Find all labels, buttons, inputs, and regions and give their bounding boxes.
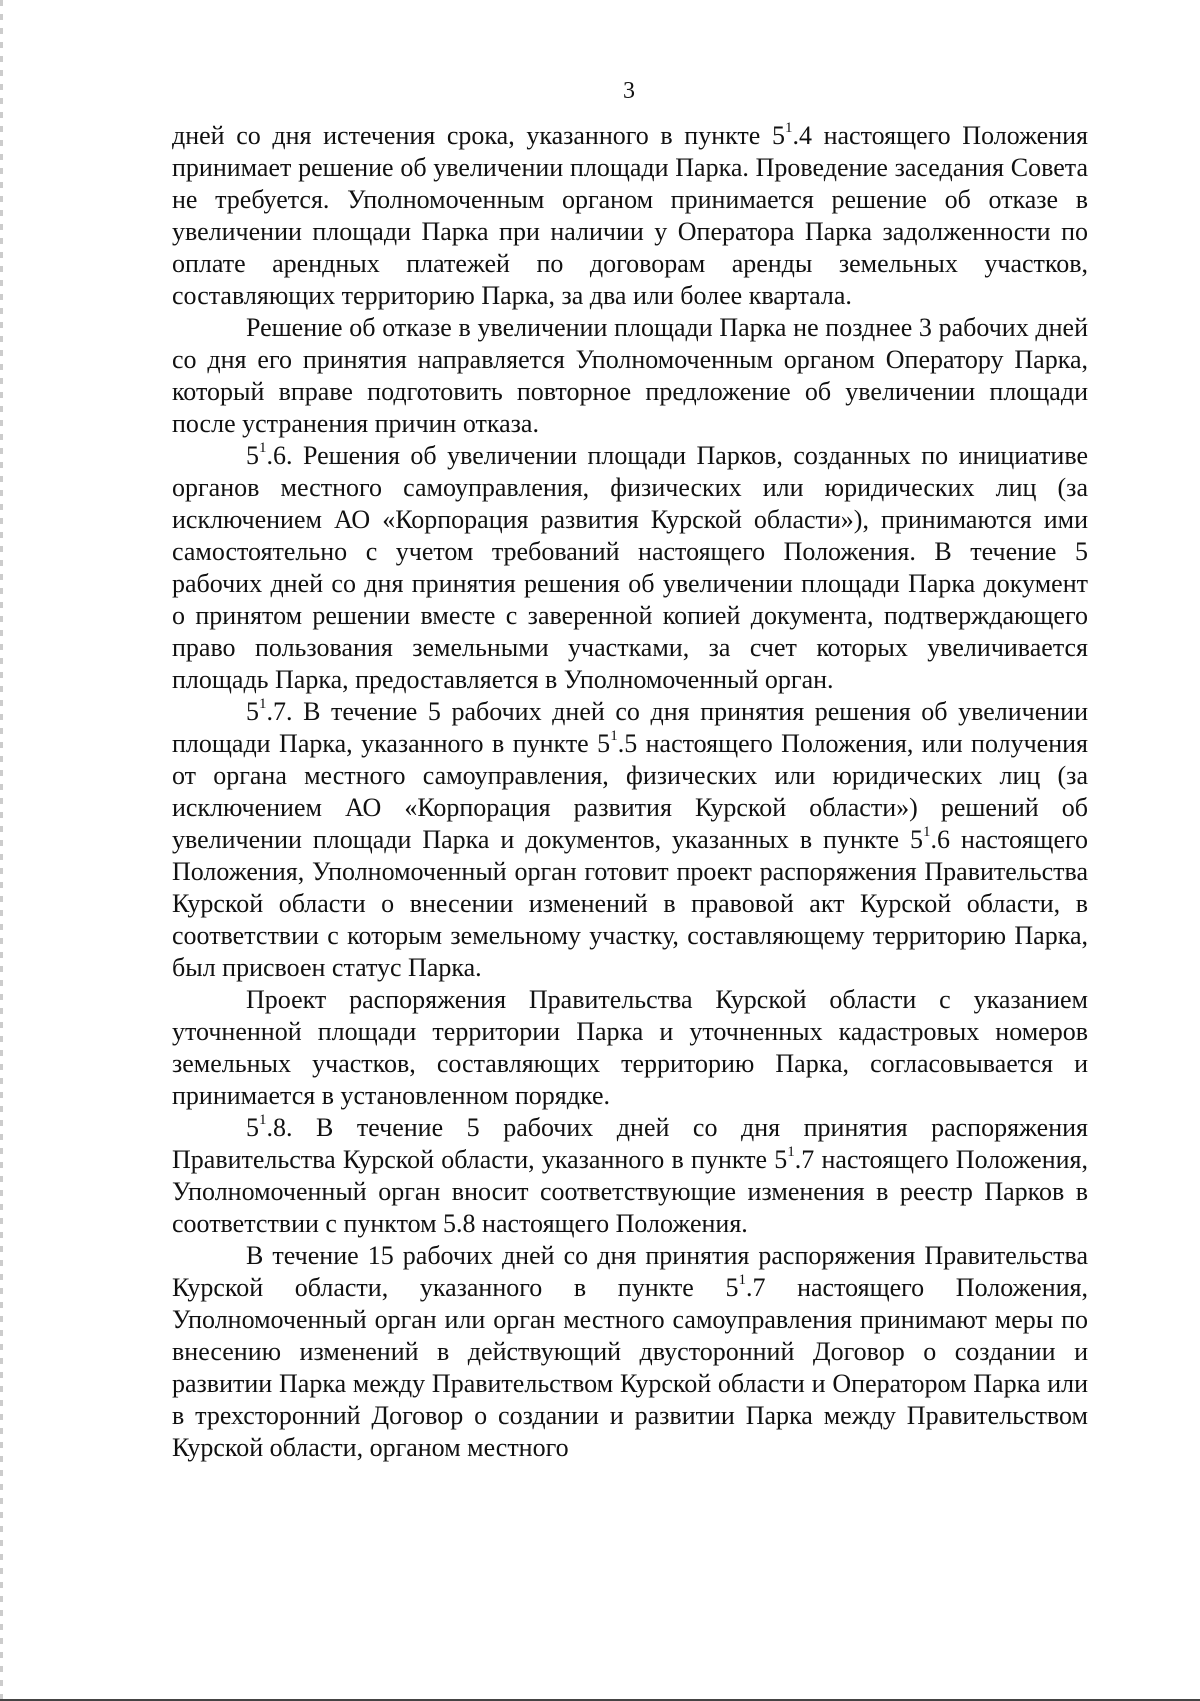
superscript: 1 (787, 1144, 795, 1161)
text-run: Решение об отказе в увеличении площади Парка не позднее 3 рабочих дней со дня его принятия направляется Уполномоченным органом Оператору Парка, который вправе подготовить повторное предложение об увеличении площади после устранения причин отказа. (172, 313, 1088, 438)
text-run: 5 (246, 697, 259, 726)
superscript: 1 (259, 440, 267, 457)
text-run: 5 (246, 1113, 259, 1142)
superscript: 1 (738, 1272, 746, 1289)
superscript: 1 (923, 824, 931, 841)
scan-edge-marks (0, 0, 3, 1701)
text-run: 5 (246, 441, 259, 470)
paragraph-1 (172, 120, 1088, 312)
paragraph-7 (172, 1240, 1088, 1464)
page-number: 3 (623, 78, 635, 104)
document-body (172, 120, 1088, 1464)
text-run: дней со дня истечения срока, указанного в пункте 5 (172, 121, 785, 150)
text-run: В течение 15 рабочих дней со дня принятия распоряжения Правительства Курской области, указанного в пункте 5 (172, 1241, 1088, 1302)
text-run: .6. Решения об увеличении площади Парков, созданных по инициативе органов местного самоуправления, физических или юридических лиц (за исключением АО «Корпорация развития Курской области»), принимаются ими самостоятельно с учетом требований настоящего Положения. В течение 5 рабочих дней со дня принятия решения об увеличении площади Парка документ о принятом решении вместе с заверенной копией документа, подтверждающего право пользования земельными участками, за счет которых увеличивается площадь Парка, предоставляется в Уполномоченный орган. (172, 441, 1088, 694)
text-run: .4 настоящего Положения принимает решение об увеличении площади Парка. Проведение заседания Совета не требуется. Уполномоченным органом принимается решение об отказе в увеличении площади Парка при наличии у Оператора Парка задолженности по оплате арендных платежей по договорам аренды земельных участков, составляющих территорию Парка, за два или более квартала. (172, 121, 1088, 310)
text-run: .8. В течение 5 рабочих дней со дня принятия распоряжения Правительства Курской области, указанного в пункте 5 (172, 1113, 1088, 1174)
paragraph-3 (172, 440, 1088, 696)
paragraph-4 (172, 696, 1088, 984)
paragraph-6 (172, 1112, 1088, 1240)
text-run: .6 настоящего Положения, Уполномоченный орган готовит проект распоряжения Правительства Курской области о внесении изменений в правовой акт Курской области, в соответствии с которым земельному участку, составляющему территорию Парка, был присвоен статус Парка. (172, 825, 1089, 982)
paragraph-2 (172, 312, 1088, 440)
superscript: 1 (259, 1112, 267, 1129)
superscript: 1 (259, 696, 267, 713)
superscript: 1 (784, 120, 793, 137)
paragraph-5 (172, 984, 1088, 1112)
superscript: 1 (610, 728, 618, 745)
text-run: .7 настоящего Положения, Уполномоченный орган вносит соответствующие изменения в реестр Парков в соответствии с пунктом 5.8 настоящего Положения. (172, 1145, 1088, 1238)
text-run: .7. В течение 5 рабочих дней со дня принятия решения об увеличении площади Парка, указанного в пункте 5 (172, 697, 1088, 758)
text-run: .5 настоящего Положения, или получения от органа местного самоуправления, физических или юридических лиц (за исключением АО «Корпорация развития Курской области») решений об увеличении площади Парка и документов, указанных в пункте 5 (172, 729, 1089, 854)
text-run: .7 настоящего Положения, Уполномоченный орган или орган местного самоуправления принимают меры по внесению изменений в действующий двусторонний Договор о создании и развитии Парка между Правительством Курской области и Оператором Парка или в трехсторонний Договор о создании и развитии Парка между Правительством Курской области, органом местного (172, 1273, 1089, 1462)
text-run: Проект распоряжения Правительства Курской области с указанием уточненной площади территории Парка и уточненных кадастровых номеров земельных участков, составляющих территорию Парка, согласовывается и принимается в установленном порядке. (172, 985, 1088, 1110)
